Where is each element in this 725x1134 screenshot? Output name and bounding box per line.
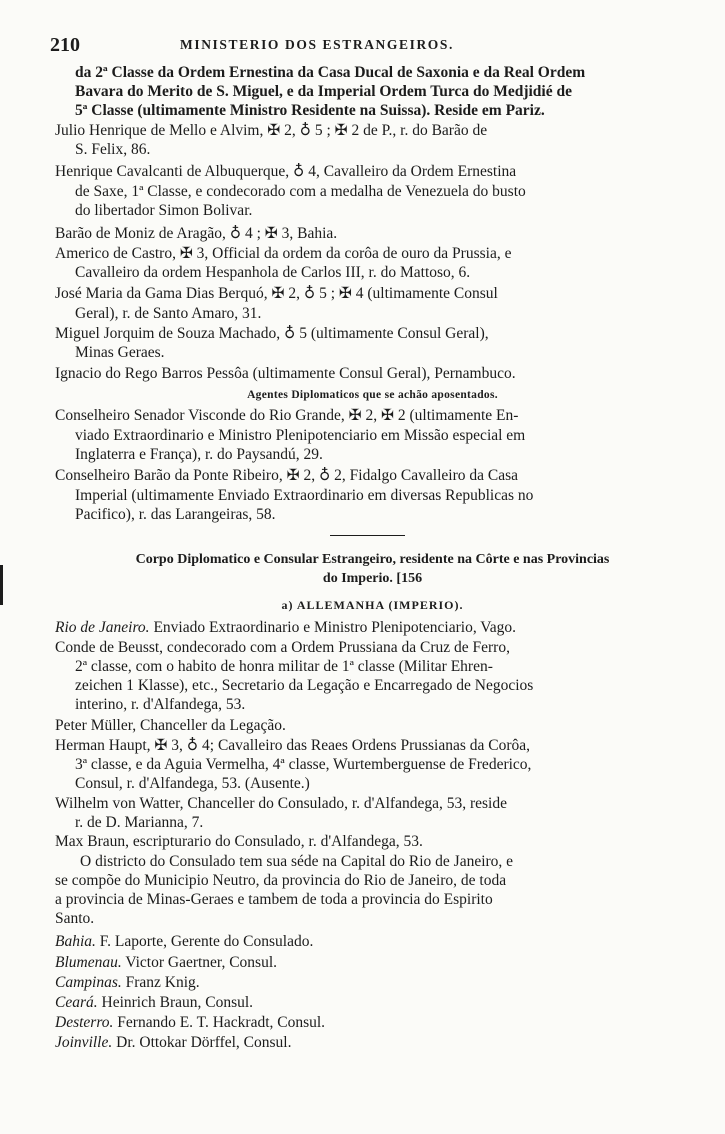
entry-line: Campinas. Franz Knig. bbox=[55, 974, 200, 991]
entry-line: viado Extraordinario e Ministro Plenipotenciario em Missão especial em bbox=[75, 427, 526, 444]
entry-line: Henrique Cavalcanti de Albuquerque, ♁ 4, Cavalleiro da Ordem Ernestina bbox=[55, 163, 517, 180]
entry-line: Julio Henrique de Mello e Alvim, ✠ 2, ♁ 5 ; ✠ 2 de P., r. do Barão de bbox=[55, 122, 488, 139]
entry-line: Barão de Moniz de Aragão, ♁ 4 ; ✠ 3, Bahia. bbox=[55, 225, 338, 242]
section-subheading: Agentes Diplomaticos que se achão aposentados. bbox=[247, 389, 498, 401]
entry-line: Americo de Castro, ✠ 3, Official da ordem da corôa de ouro da Prussia, e bbox=[55, 245, 512, 262]
page-header bbox=[50, 34, 690, 56]
entry-line: Inglaterra e França), r. do Paysandú, 29. bbox=[75, 446, 323, 463]
entry-line: da 2ª Classe da Ordem Ernestina da Casa Ducal de Saxonia e da Real Ordem bbox=[75, 64, 586, 81]
place-name: Desterro. bbox=[55, 1014, 114, 1031]
entry-line: Blumenau. Victor Gaertner, Consul. bbox=[55, 954, 278, 971]
section-heading: Corpo Diplomatico e Consular Estrangeiro, residente na Côrte e nas Provincias bbox=[135, 552, 610, 567]
entry-line: Minas Geraes. bbox=[75, 344, 165, 361]
running-title: MINISTERIO DOS ESTRANGEIROS. bbox=[180, 37, 454, 52]
entry-line: Bahia. F. Laporte, Gerente do Consulado. bbox=[55, 933, 314, 950]
entry-line: 5ª Classe (ultimamente Ministro Residente na Suissa). Reside em Pariz. bbox=[75, 102, 545, 119]
entry-line: Max Braun, escripturario do Consulado, r. d'Alfandega, 53. bbox=[55, 833, 423, 850]
section-heading-cont: do Imperio. [156 bbox=[322, 571, 423, 586]
entry-line: Wilhelm von Watter, Chanceller do Consulado, r. d'Alfandega, 53, reside bbox=[55, 795, 507, 812]
entry-line: 3ª classe, e da Aguia Vermelha, 4ª classe, Wurtemberguense de Frederico, bbox=[75, 756, 532, 773]
entry-line: S. Felix, 86. bbox=[75, 141, 151, 158]
entry-line: Miguel Jorquim de Souza Machado, ♁ 5 (ultimamente Consul Geral), bbox=[55, 325, 489, 342]
place-name: Ceará. bbox=[55, 994, 98, 1011]
entry-line: r. de D. Marianna, 7. bbox=[75, 814, 204, 831]
page-number: 210 bbox=[50, 34, 80, 56]
paragraph-line: se compõe do Municipio Neutro, da provincia do Rio de Janeiro, de toda bbox=[55, 872, 507, 889]
entry-line: Rio de Janeiro. Enviado Extraordinario e Ministro Plenipotenciario, Vago. bbox=[55, 619, 517, 636]
section-divider bbox=[330, 535, 405, 536]
entry-line: Conde de Beusst, condecorado com a Ordem Prussiana da Cruz de Ferro, bbox=[55, 639, 510, 656]
entry-line: Ignacio do Rego Barros Pessôa (ultimamente Consul Geral), Pernambuco. bbox=[55, 365, 516, 382]
country-heading: a) ALLEMANHA (IMPERIO). bbox=[281, 598, 464, 612]
place-name: Blumenau. bbox=[55, 954, 122, 971]
entry-line: Desterro. Fernando E. T. Hackradt, Consul. bbox=[55, 1014, 326, 1031]
paragraph-line: O districto do Consulado tem sua séde na Capital do Rio de Janeiro, e bbox=[80, 853, 514, 870]
entry-line: Bavara do Merito de S. Miguel, e da Imperial Ordem Turca do Medjidié de bbox=[75, 83, 572, 100]
place-name: Campinas. bbox=[55, 974, 122, 991]
entry-line: de Saxe, 1ª Classe, e condecorado com a medalha de Venezuela do busto bbox=[75, 183, 526, 200]
paragraph-line: Santo. bbox=[55, 910, 95, 927]
place-name: Bahia. bbox=[55, 933, 96, 950]
place-name: Joinville. bbox=[55, 1034, 113, 1051]
entry-line: Geral), r. de Santo Amaro, 31. bbox=[75, 305, 262, 322]
entry-line: Consul, r. d'Alfandega, 53. (Ausente.) bbox=[75, 775, 310, 792]
entry-line: zeichen 1 Klasse), etc., Secretario da Legação e Encarregado de Negocios bbox=[75, 677, 534, 694]
entry-line: Imperial (ultimamente Enviado Extraordinario em diversas Republicas no bbox=[75, 487, 534, 504]
entry-line: do libertador Simon Bolivar. bbox=[75, 202, 253, 219]
paragraph-line: a provincia de Minas-Geraes e tambem de toda a provincia do Espirito bbox=[55, 891, 493, 908]
entry-line: Joinville. Dr. Ottokar Dörffel, Consul. bbox=[55, 1034, 292, 1051]
entry-line: Peter Müller, Chanceller da Legação. bbox=[55, 717, 286, 734]
entry-line: Conselheiro Barão da Ponte Ribeiro, ✠ 2, ♁ 2, Fidalgo Cavalleiro da Casa bbox=[55, 467, 518, 484]
entry-line: Pacifico), r. das Larangeiras, 58. bbox=[75, 506, 276, 523]
entry-line: Ceará. Heinrich Braun, Consul. bbox=[55, 994, 254, 1011]
place-name: Rio de Janeiro. bbox=[55, 619, 150, 636]
entry-line: Herman Haupt, ✠ 3, ♁ 4; Cavalleiro das Reaes Ordens Prussianas da Corôa, bbox=[55, 737, 531, 754]
margin-mark bbox=[0, 565, 3, 605]
entry-line: José Maria da Gama Dias Berquó, ✠ 2, ♁ 5 ; ✠ 4 (ultimamente Consul bbox=[55, 285, 498, 302]
entry-line: 2ª classe, com o habito de honra militar de 1ª classe (Militar Ehren- bbox=[75, 658, 493, 675]
entry-line: Conselheiro Senador Visconde do Rio Grande, ✠ 2, ✠ 2 (ultimamente En- bbox=[55, 407, 519, 424]
entry-line: interino, r. d'Alfandega, 53. bbox=[75, 696, 246, 713]
entry-line: Cavalleiro da ordem Hespanhola de Carlos III, r. do Mattoso, 6. bbox=[75, 264, 471, 281]
